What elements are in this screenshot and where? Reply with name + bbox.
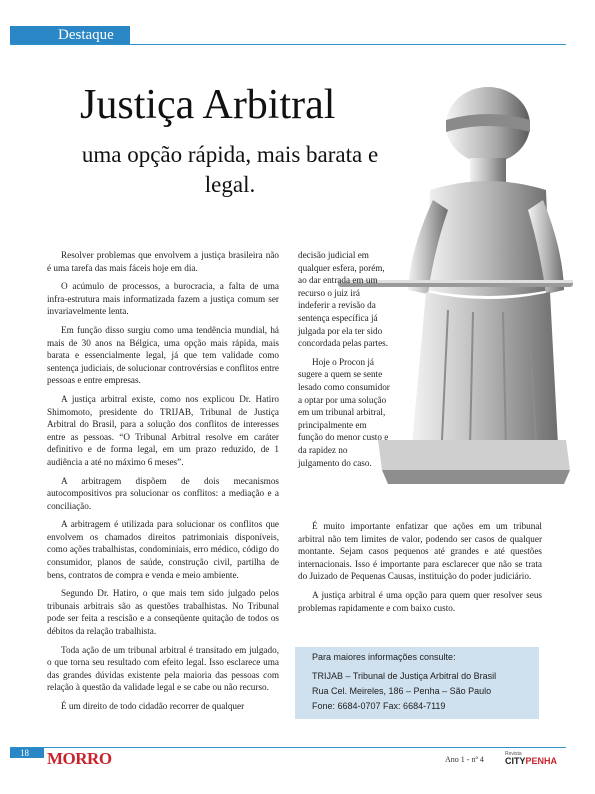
paragraph: Resolver problemas que envolvem a justiça brasileira não é uma tarefa das mais fáceis hoje em dia. [47, 250, 279, 273]
partner-logo [505, 756, 557, 766]
partner-logo-penha: PENHA [525, 756, 558, 766]
paragraph: A justiça arbitral existe, como nos explicou Dr. Hatiro Shimomoto, presidente do TRIJAB, Tribunal de Justiça Arbitral do Brasil, para a solução dos conflitos de interesses entre as pessoas. “O Tribunal Arbitral resolve em caráter definitivo e de forma legal, em um prazo reduzido, de 1 audiência a até no máximo 6 meses”. [47, 393, 279, 467]
info-address: Rua Cel. Meireles, 186 – Penha – São Paulo [312, 686, 492, 696]
paragraph: O acúmulo de processos, a burocracia, a falta de uma infra-estrutura mais informatizada fazem a justiça comum ser invariavelmente lenta. [47, 281, 279, 317]
paragraph: É um direito de todo cidadão recorrer de qualquer [61, 701, 245, 711]
issue-label: Ano 1 - nº 4 [445, 755, 484, 764]
info-organization: TRIJAB – Tribunal de Justiça Arbitral do Brasil [312, 671, 497, 681]
paragraph: A arbitragem é utilizada para solucionar os conflitos que envolvem os chamados direitos patrimoniais disponíveis, como ações trabalhistas, condominiais, erro médico, código do consumidor, planos de saúde, construção civil, partilha de bens, contratos de compra e venda e meio ambiente. [47, 519, 279, 580]
partner-logo-city: CITY [505, 756, 526, 766]
page-number: 18 [20, 748, 29, 758]
partner-label-small: Revista [505, 751, 522, 757]
footer-rule [10, 747, 566, 748]
paragraph: Em função disso surgiu como uma tendência mundial, há mais de 30 anos na Bélgica, uma opção mais rápida, mais barata e essencialmente legal, já que tem validade como sentença judiciais, de solucionar controvérsias e conflitos entre pessoas e entre empresas. [47, 324, 279, 386]
paragraph: decisão judicial em qualquer esfera, porém, ao dar entrada em um recurso o juiz irá indeferir a revisão da sentença específica já julgada por ela ter sido concordada pelas partes. [298, 250, 389, 349]
paragraph: A justiça arbitral é uma opção para quem quer resolver seus problemas rapidamente e com baixo custo. [298, 589, 542, 613]
article-left-column [47, 249, 279, 719]
article-subtitle: uma opção rápida, mais barata e legal. [81, 142, 379, 197]
article-title: Justiça Arbitral [80, 82, 336, 128]
paragraph: É muito importante enfatizar que ações em um tribunal arbitral não tem limites de valor, podendo ser casos de qualquer montante. Sejam casos pequenos até grandes e até questões internacionais. Isso é importante para esclarecer que não se trata do Juizado de Pequenas Causas, instituição do poder judiciário. [298, 521, 542, 582]
paragraph: Hoje o Procon já sugere a quem se sente lesado como consumidor a optar por uma solução em um tribunal arbitral, principalmente em função do menor custo e da rapidez no julgamento do caso. [298, 356, 390, 468]
magazine-logo: MORRO [47, 749, 112, 768]
paragraph: Toda ação de um tribunal arbitral é transitado em julgado, o que torna seu resultado com efeito legal. Isso esclarece uma das grandes dúvidas existente pela maioria das pessoas com relação à questão da validade legal e se cabe ou não recurso. [47, 644, 279, 693]
paragraph: Segundo Dr. Hatiro, o que mais tem sido julgado pelos tribunais arbitrais são as questões trabalhistas. No Tribunal pode ser feita a rescisão e a conseqüente quitação de todos os débitos da relação trabalhista. [47, 588, 279, 637]
article-right-column-bottom [298, 520, 542, 620]
paragraph: A arbitragem dispõem de dois mecanismos autocompositivos pra solucionar os conflitos: a mediação e a conciliação. [47, 475, 279, 511]
info-heading: Para maiores informações consulte: [312, 652, 456, 662]
section-label: Destaque [58, 27, 114, 43]
top-rule [10, 44, 566, 45]
article-right-column-top [298, 249, 390, 475]
info-phones: Fone: 6684-0707 Fax: 6684-7119 [312, 701, 446, 711]
